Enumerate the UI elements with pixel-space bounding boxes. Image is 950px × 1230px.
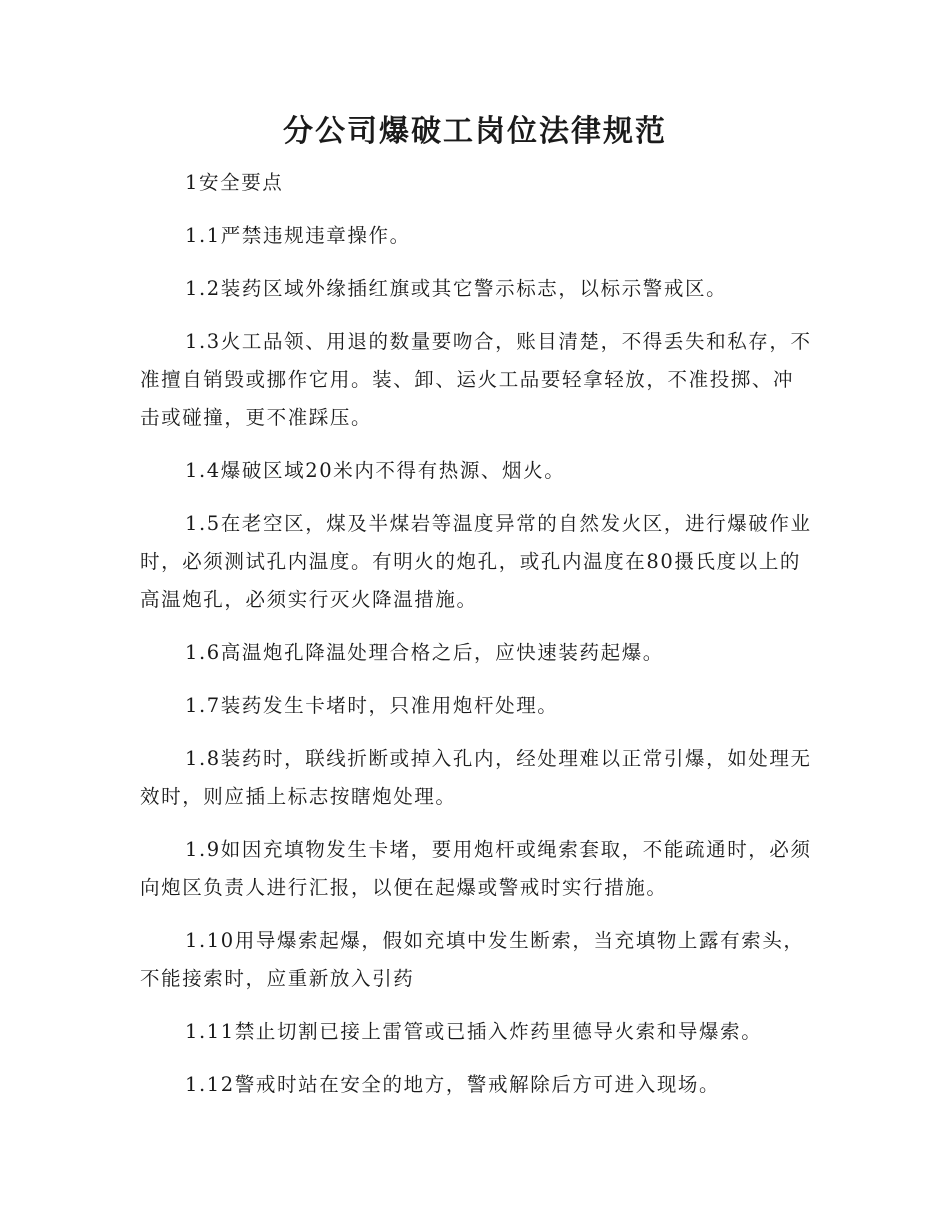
paragraph-1-2: 1.2装药区域外缘插红旗或其它警示标志，以标示警戒区。 bbox=[185, 277, 728, 300]
paragraph-1-3: 1.3火工品领、用退的数量要吻合，账目清楚，不得丢失和私存，不准擅自销毁或挪作它用。装、卸、运火工品要轻拿轻放，不准投掷、冲击或碰撞，更不准踩压。 bbox=[140, 330, 812, 429]
paragraph-1-4: 1.4爆破区域20米内不得有热源、烟火。 bbox=[185, 459, 566, 482]
paragraph-1-1: 1.1严禁违规违章操作。 bbox=[185, 224, 411, 247]
paragraph-1-9: 1.9如因充填物发生卡堵，要用炮杆或绳索套取，不能疏通时，必须向炮区负责人进行汇报，以便在起爆或警戒时实行措施。 bbox=[140, 838, 812, 899]
paragraph-1-6: 1.6高温炮孔降温处理合格之后，应快速装药起爆。 bbox=[185, 641, 664, 664]
paragraph-1-5: 1.5在老空区，煤及半煤岩等温度异常的自然发火区，进行爆破作业时，必须测试孔内温度。有明火的炮孔，或孔内温度在80摄氏度以上的高温炮孔，必须实行灭火降温措施。 bbox=[140, 512, 812, 611]
paragraph-1-8: 1.8装药时，联线折断或掉入孔内，经处理难以正常引爆，如处理无效时，则应插上标志按瞎炮处理。 bbox=[140, 747, 812, 808]
paragraph-1-7: 1.7装药发生卡堵时，只准用炮杆处理。 bbox=[185, 694, 559, 717]
document-title: 分公司爆破工岗位法律规范 bbox=[283, 114, 667, 149]
paragraph-1-11: 1.11禁止切割已接上雷管或已插入炸药里德导火索和导爆索。 bbox=[185, 1020, 763, 1043]
paragraph-1-10: 1.10用导爆索起爆，假如充填中发生断索，当充填物上露有索头，不能接索时，应重新放入引药 bbox=[140, 929, 805, 990]
document-body bbox=[140, 164, 812, 1119]
paragraph-1-12: 1.12警戒时站在安全的地方，警戒解除后方可进入现场。 bbox=[185, 1073, 721, 1096]
paragraph-section-1: 1安全要点 bbox=[185, 171, 284, 194]
